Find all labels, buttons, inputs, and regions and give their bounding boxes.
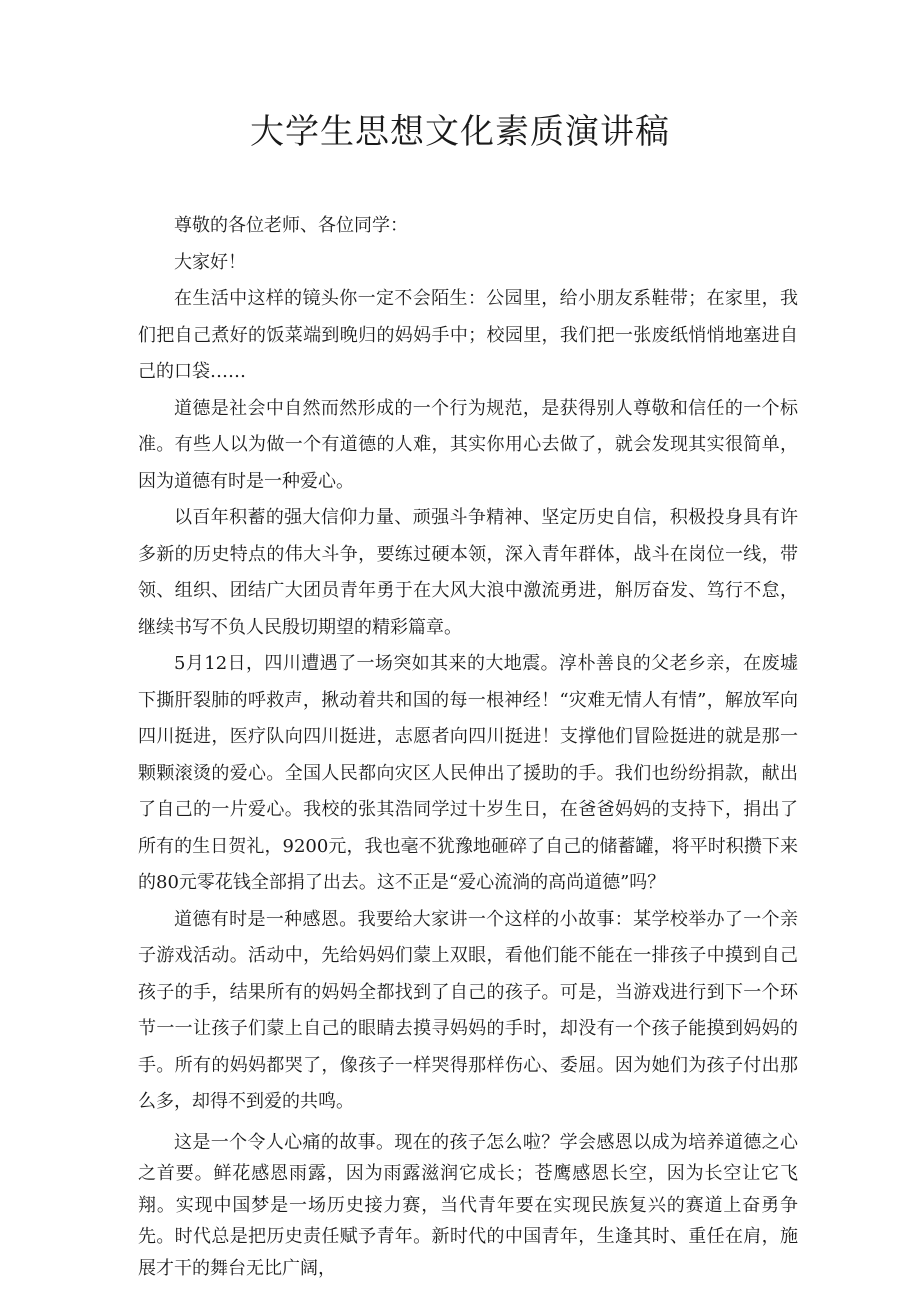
document-body	[138, 208, 798, 1284]
paragraph-greeting: 尊敬的各位老师、各位同学：	[174, 215, 408, 236]
paragraph-scenes: 在生活中这样的镜头你一定不会陌生：公园里，给小朋友系鞋带；在家里，我们把自己煮好的饭菜端到晚归的妈妈手中；校园里，我们把一张废纸悄悄地塞进自己的口袋……	[138, 288, 798, 382]
paragraph-struggle: 以百年积蓄的强大信仰力量、顽强斗争精神、坚定历史自信，积极投身具有许多新的历史特点的伟大斗争，要练过硬本领，深入青年群体，战斗在岗位一线，带领、组织、团结广大团员青年勇于在大风大浪中激流勇进，斛厉奋发、笃行不怠，继续书写不负人民殷切期望的精彩篇章。	[138, 507, 798, 638]
paragraph-reflection: 这是一个令人心痛的故事。现在的孩子怎么啦？学会感恩以成为培养道德之心之首要。鲜花感恩雨露，因为雨露滋润它成长；苍鹰感恩长空，因为长空让它飞翔。实现中国梦是一场历史接力赛，当代青年要在实现民族复兴的赛道上奋勇争先。时代总是把历史责任赋予青年。新时代的中国青年，生逢其时、重任在肩，施展才干的舞台无比广阔，	[138, 1131, 798, 1279]
paragraph-morality-love: 道德是社会中自然而然形成的一个行为规范，是获得别人尊敬和信任的一个标准。有些人以为做一个有道德的人难，其实你用心去做了，就会发现其实很简单，因为道德有时是一种爱心。	[138, 397, 798, 492]
paragraph-earthquake: 5月12日，四川遭遇了一场突如其来的大地震。淳朴善良的父老乡亲，在废墟下撕肝裂肺的呼救声，揪动着共和国的每一根神经！“灾难无情人有情”，解放军向四川挺进，医疗队向四川挺进，志愿者向四川挺进！支撑他们冒险挺进的就是那一颗颗滚烫的爱心。全国人民都向灾区人民伸出了援助的手。我们也纷纷捐款，献出了自己的一片爱心。我校的张其浩同学过十岁生日，在爸爸妈妈的支持下，捐出了所有的生日贺礼，9200元，我也毫不犹豫地砸碎了自己的储蓄罐，将平时积攒下来的80元零花钱全部捐了出去。这不正是“爱心流淌的高尚道德”吗？	[138, 653, 798, 893]
document-title: 大学生思想文化素质演讲稿	[250, 112, 670, 152]
paragraph-gratitude-story: 道德有时是一种感恩。我要给大家讲一个这样的小故事：某学校举办了一个亲子游戏活动。活动中，先给妈妈们蒙上双眼，看他们能不能在一排孩子中摸到自己孩子的手，结果所有的妈妈全都找到了自己的孩子。可是，当游戏进行到下一个环节一一让孩子们蒙上自己的眼睛去摸寻妈妈的手时，却没有一个孩子能摸到妈妈的手。所有的妈妈都哭了，像孩子一样哭得那样伤心、委屈。因为她们为孩子付出那么多，却得不到爱的共鸣。	[138, 908, 798, 1112]
paragraph-hello: 大家好！	[174, 251, 246, 273]
